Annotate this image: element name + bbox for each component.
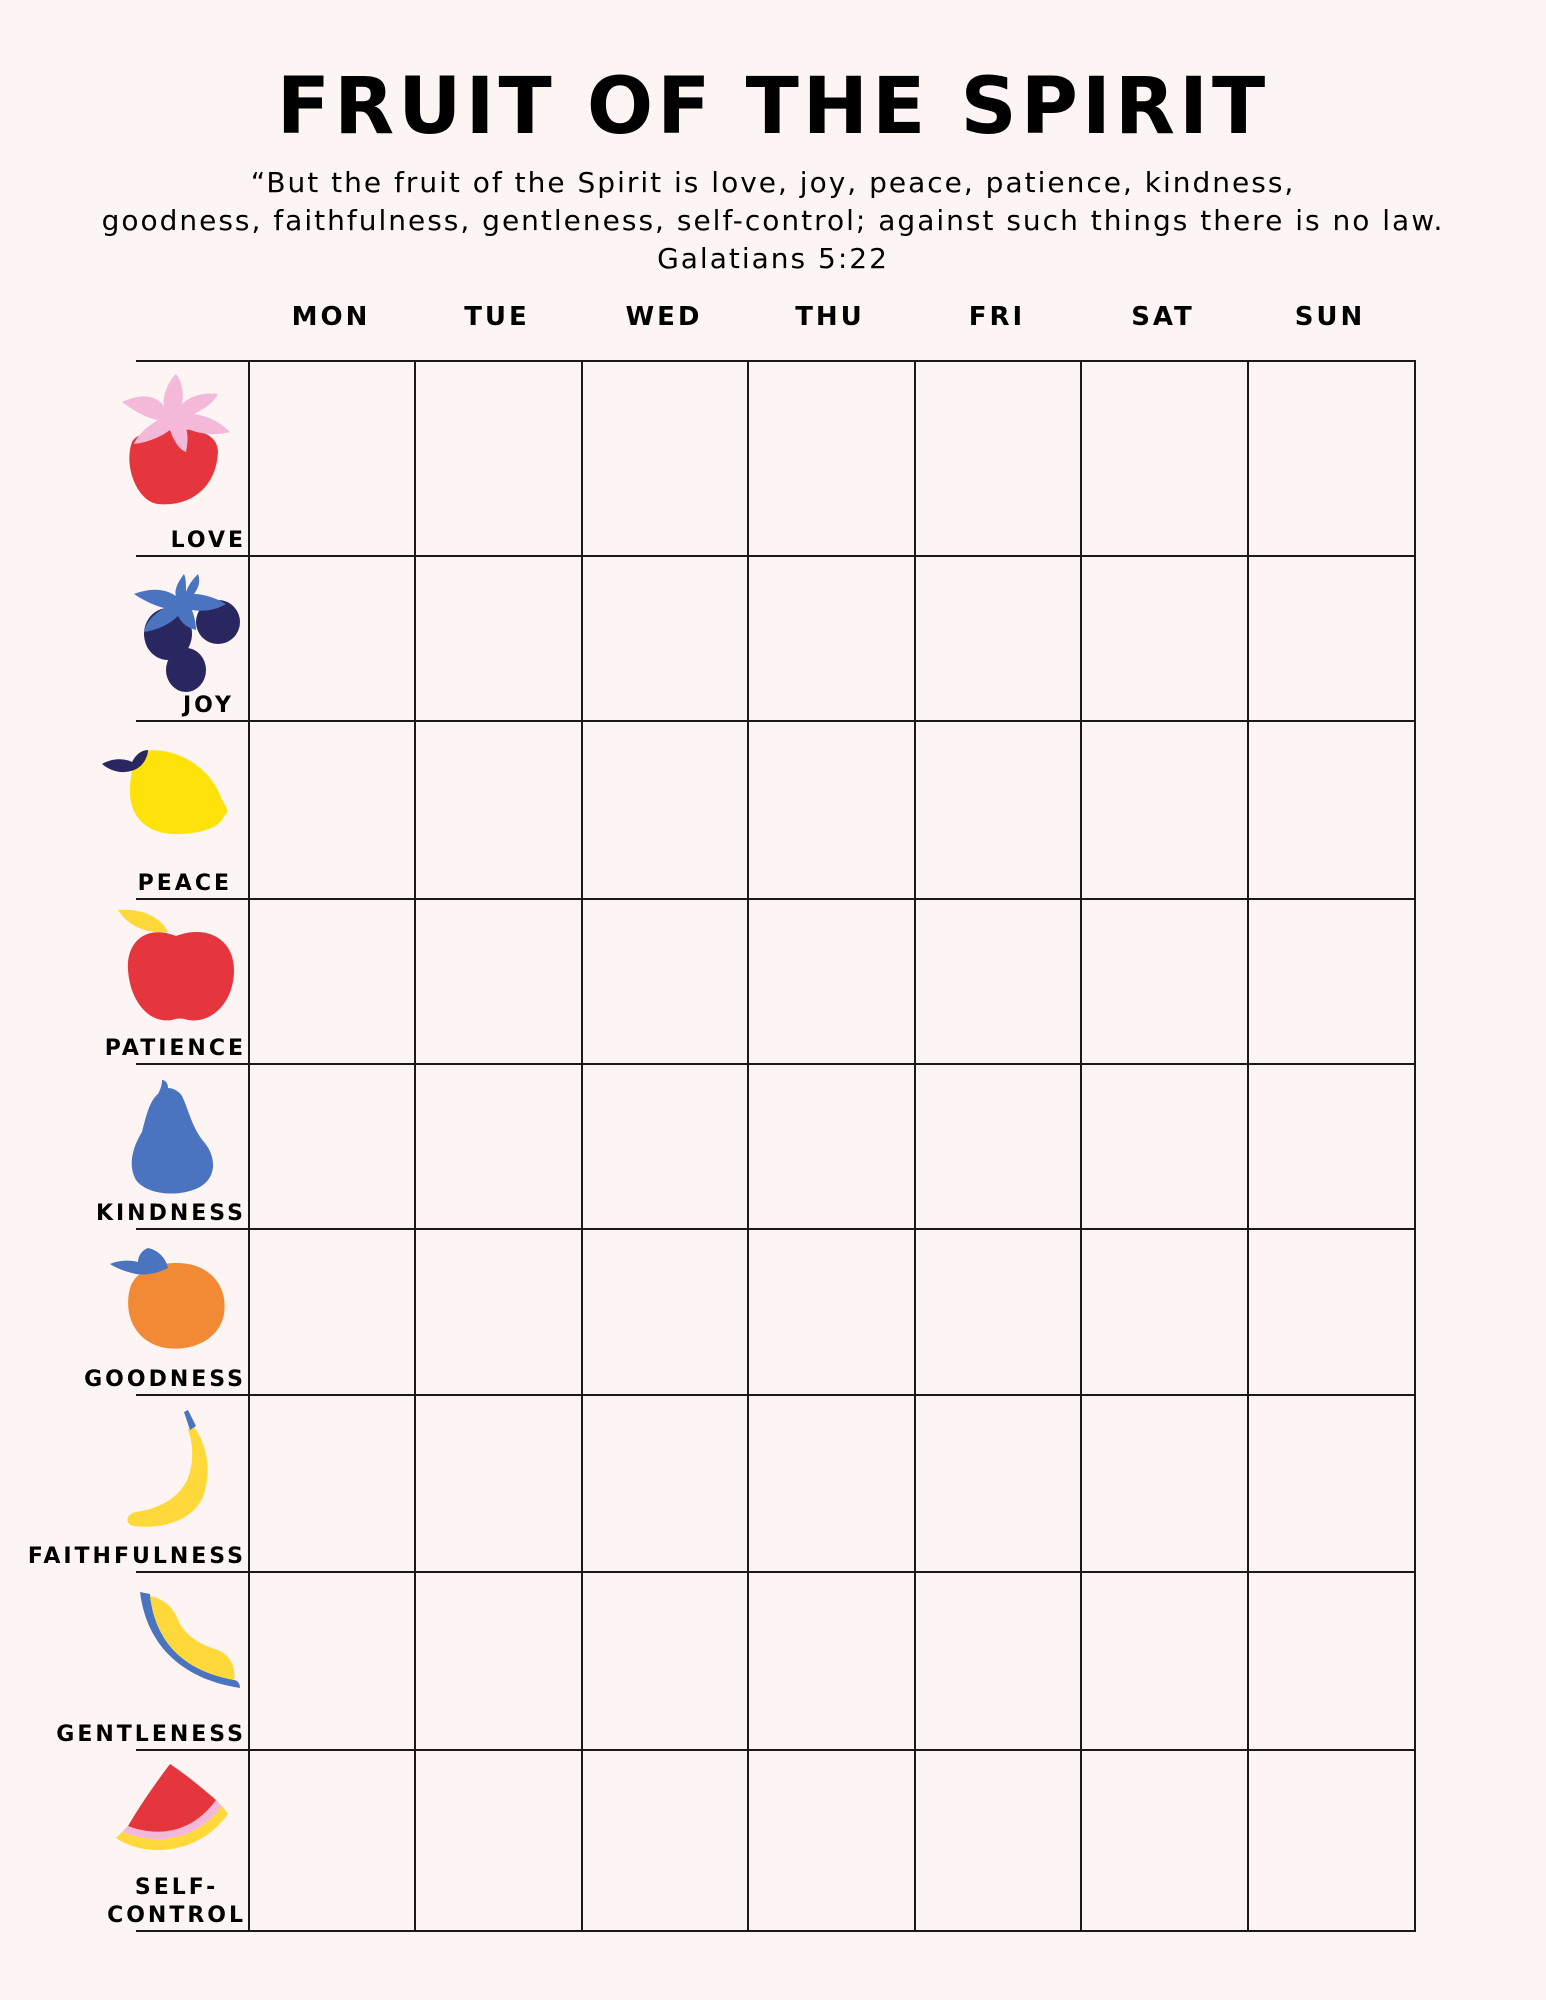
tracker-cell-tue[interactable]	[416, 900, 581, 1063]
tracker-cell-mon[interactable]	[250, 1065, 414, 1228]
tracker-cell-thu[interactable]	[749, 1230, 914, 1394]
day-header-wed: WED	[625, 302, 703, 332]
fruit-label-goodness: GOODNESS	[84, 1367, 246, 1392]
tracker-cell-tue[interactable]	[416, 1573, 581, 1749]
melon-slice-icon	[136, 1590, 244, 1694]
day-header-tue: TUE	[464, 302, 530, 332]
tracker-cell-fri[interactable]	[916, 900, 1080, 1063]
day-header-sat: SAT	[1131, 302, 1195, 332]
tracker-cell-wed[interactable]	[583, 900, 747, 1063]
banana-icon	[124, 1408, 234, 1530]
tracker-cell-sat[interactable]	[1082, 722, 1247, 898]
tracker-cell-sun[interactable]	[1249, 722, 1414, 898]
tracker-cell-tue[interactable]	[416, 1065, 581, 1228]
verse-reference: Galatians 5:22	[657, 242, 889, 275]
tracker-cell-tue[interactable]	[416, 1230, 581, 1394]
tracker-cell-tue[interactable]	[416, 1751, 581, 1930]
tracker-cell-thu[interactable]	[749, 1573, 914, 1749]
tracker-cell-sat[interactable]	[1082, 1230, 1247, 1394]
tracker-cell-sun[interactable]	[1249, 362, 1414, 555]
tracker-cell-fri[interactable]	[916, 362, 1080, 555]
day-header-sun: SUN	[1294, 302, 1366, 332]
tracker-cell-sun[interactable]	[1249, 900, 1414, 1063]
tracker-cell-sun[interactable]	[1249, 557, 1414, 720]
day-header-thu: THU	[795, 302, 865, 332]
tracker-cell-mon[interactable]	[250, 557, 414, 720]
fruit-label-love: LOVE	[170, 528, 246, 553]
tracker-cell-wed[interactable]	[583, 722, 747, 898]
tracker-cell-wed[interactable]	[583, 557, 747, 720]
tracker-cell-thu[interactable]	[749, 722, 914, 898]
tracker-cell-sat[interactable]	[1082, 1065, 1247, 1228]
page-title: FRUIT OF THE SPIRIT	[276, 62, 1270, 152]
tracker-cell-mon[interactable]	[250, 1396, 414, 1571]
tracker-cell-sat[interactable]	[1082, 1573, 1247, 1749]
tracker-cell-tue[interactable]	[416, 557, 581, 720]
tracker-cell-sat[interactable]	[1082, 1396, 1247, 1571]
tracker-cell-wed[interactable]	[583, 1751, 747, 1930]
tracker-cell-wed[interactable]	[583, 1396, 747, 1571]
tracker-cell-mon[interactable]	[250, 900, 414, 1063]
tracker-cell-sat[interactable]	[1082, 1751, 1247, 1930]
grid-row-line	[136, 1930, 1416, 1932]
tracker-cell-fri[interactable]	[916, 722, 1080, 898]
fruit-label-gentleness: GENTLENESS	[56, 1722, 246, 1747]
tracker-cell-mon[interactable]	[250, 1230, 414, 1394]
pear-icon	[126, 1076, 218, 1196]
lemon-icon	[100, 744, 230, 838]
tracker-cell-wed[interactable]	[583, 1573, 747, 1749]
tracker-cell-sun[interactable]	[1249, 1065, 1414, 1228]
strawberry-icon	[118, 372, 234, 506]
tracker-cell-fri[interactable]	[916, 1751, 1080, 1930]
fruit-label-self-control: SELF- CONTROL	[107, 1875, 246, 1928]
verse-line-2: goodness, faithfulness, gentleness, self-control; against such things there is no law.	[101, 204, 1445, 237]
tracker-cell-wed[interactable]	[583, 362, 747, 555]
tracker-cell-thu[interactable]	[749, 362, 914, 555]
apple-icon	[116, 908, 238, 1026]
tracker-cell-fri[interactable]	[916, 1065, 1080, 1228]
tracker-cell-fri[interactable]	[916, 1573, 1080, 1749]
tracker-cell-fri[interactable]	[916, 1396, 1080, 1571]
tracker-cell-sun[interactable]	[1249, 1751, 1414, 1930]
bible-verse	[0, 164, 1546, 278]
fruit-label-peace: PEACE	[137, 871, 232, 896]
tracker-cell-thu[interactable]	[749, 1396, 914, 1571]
tracker-cell-sun[interactable]	[1249, 1396, 1414, 1571]
tracker-cell-thu[interactable]	[749, 900, 914, 1063]
watermelon-slice-icon	[112, 1762, 234, 1858]
tracker-cell-sat[interactable]	[1082, 900, 1247, 1063]
tracker-cell-mon[interactable]	[250, 1751, 414, 1930]
verse-line-1: “But the fruit of the Spirit is love, joy, peace, patience, kindness,	[250, 166, 1296, 199]
tracker-cell-tue[interactable]	[416, 1396, 581, 1571]
tracker-cell-sun[interactable]	[1249, 1230, 1414, 1394]
fruit-label-faithfulness: FAITHFULNESS	[27, 1544, 246, 1569]
tracker-cell-tue[interactable]	[416, 722, 581, 898]
tracker-cell-thu[interactable]	[749, 1751, 914, 1930]
tracker-cell-thu[interactable]	[749, 557, 914, 720]
tracker-cell-thu[interactable]	[749, 1065, 914, 1228]
tracker-cell-fri[interactable]	[916, 557, 1080, 720]
tracker-cell-sun[interactable]	[1249, 1573, 1414, 1749]
orange-icon	[108, 1246, 230, 1352]
fruit-label-patience: PATIENCE	[104, 1036, 246, 1061]
day-header-fri: FRI	[968, 302, 1026, 332]
tracker-cell-mon[interactable]	[250, 1573, 414, 1749]
tracker-cell-tue[interactable]	[416, 362, 581, 555]
blueberries-icon	[134, 572, 240, 694]
tracker-cell-mon[interactable]	[250, 362, 414, 555]
tracker-cell-sat[interactable]	[1082, 362, 1247, 555]
grid-column-line	[1414, 360, 1416, 1932]
tracker-cell-sat[interactable]	[1082, 557, 1247, 720]
fruit-label-kindness: KINDNESS	[95, 1201, 246, 1226]
day-header-mon: MON	[291, 302, 371, 332]
tracker-cell-wed[interactable]	[583, 1230, 747, 1394]
tracker-cell-mon[interactable]	[250, 722, 414, 898]
tracker-cell-wed[interactable]	[583, 1065, 747, 1228]
tracker-cell-fri[interactable]	[916, 1230, 1080, 1394]
fruit-label-joy: JOY	[182, 693, 234, 718]
